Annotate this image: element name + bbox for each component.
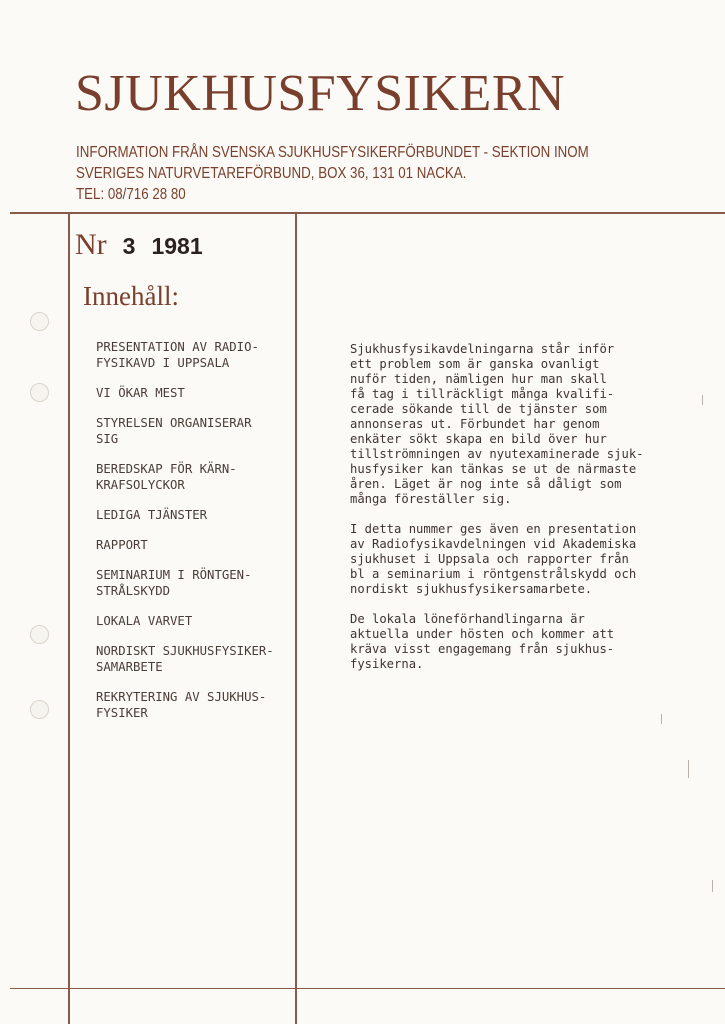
- toc-item: LOKALA VARVET: [96, 614, 193, 628]
- publisher-info-line: TEL: 08/716 28 80: [76, 186, 186, 203]
- toc-item: SEMINARIUM I RÖNTGEN- STRÅLSKYDD: [96, 568, 252, 598]
- toc-item: VI ÖKAR MEST: [96, 386, 185, 400]
- column-divider: [295, 213, 297, 1024]
- issue-number: [75, 228, 203, 262]
- toc-item: REKRYTERING AV SJUKHUS- FYSIKER: [96, 690, 267, 720]
- issue-number-value: 3: [122, 233, 136, 259]
- punch-hole-icon: [30, 312, 49, 331]
- punch-hole-icon: [30, 383, 49, 402]
- header-divider: [10, 212, 725, 214]
- contents-heading: Innehåll:: [83, 281, 179, 311]
- editorial-paragraph: De lokala löneförhandlingarna är aktuella under hösten och kommer att kräva visst engagemang från sjukhus- fysikerna.: [350, 612, 615, 671]
- issue-year: 1981: [151, 233, 203, 259]
- toc-item: LEDIGA TJÄNSTER: [96, 508, 208, 522]
- punch-hole-icon: [30, 700, 49, 719]
- publisher-info: [76, 142, 589, 205]
- footer-divider: [10, 988, 725, 989]
- table-of-contents: [96, 339, 274, 721]
- punch-hole-icon: [30, 625, 49, 644]
- left-margin-rule: [68, 213, 70, 1024]
- editorial-paragraph: Sjukhusfysikavdelningarna står inför ett problem som är ganska ovanligt nuför tiden, nämligen hur man skall få tag i tillräckligt många kvalifi- cerade sökande till de tjänster som annonseras ut. Förbundet har genom enkäter sökt skapa en bild över hur tillströmningen av nyutexaminerade sjuk- husfysiker kan tänkas se ut de närmaste åren. Läget är nog inte så dåligt som många föreställer sig.: [350, 342, 644, 506]
- editorial-paragraph: I detta nummer ges även en presentation av Radiofysikavdelningen vid Akademiska sjukhuset i Uppsala och rapporter från bl a seminarium i röntgenstrålskydd och nordiskt sjukhusfysikersamarbete.: [350, 522, 637, 596]
- publisher-info-line: SVERIGES NATURVETAREFÖRBUND, BOX 36, 131 01 NACKA.: [76, 165, 467, 182]
- scan-mark: [712, 880, 713, 892]
- toc-item: STYRELSEN ORGANISERAR SIG: [96, 416, 252, 446]
- scan-mark: [688, 760, 689, 778]
- masthead-title: SJUKHUSFYSIKERN: [75, 65, 566, 122]
- toc-item: NORDISKT SJUKHUSFYSIKER- SAMARBETE: [96, 644, 274, 674]
- issue-nr-label: Nr: [75, 228, 107, 261]
- scan-mark: [702, 395, 703, 405]
- toc-item: BEREDSKAP FÖR KÄRN- KRAFSOLYCKOR: [96, 462, 237, 492]
- toc-item: PRESENTATION AV RADIO- FYSIKAVD I UPPSALA: [96, 340, 259, 370]
- editorial-text: [350, 342, 644, 687]
- toc-item: RAPPORT: [96, 538, 148, 552]
- publisher-info-line: INFORMATION FRÅN SVENSKA SJUKHUSFYSIKERFÖRBUNDET - SEKTION INOM: [76, 144, 589, 161]
- scan-mark: [661, 714, 662, 724]
